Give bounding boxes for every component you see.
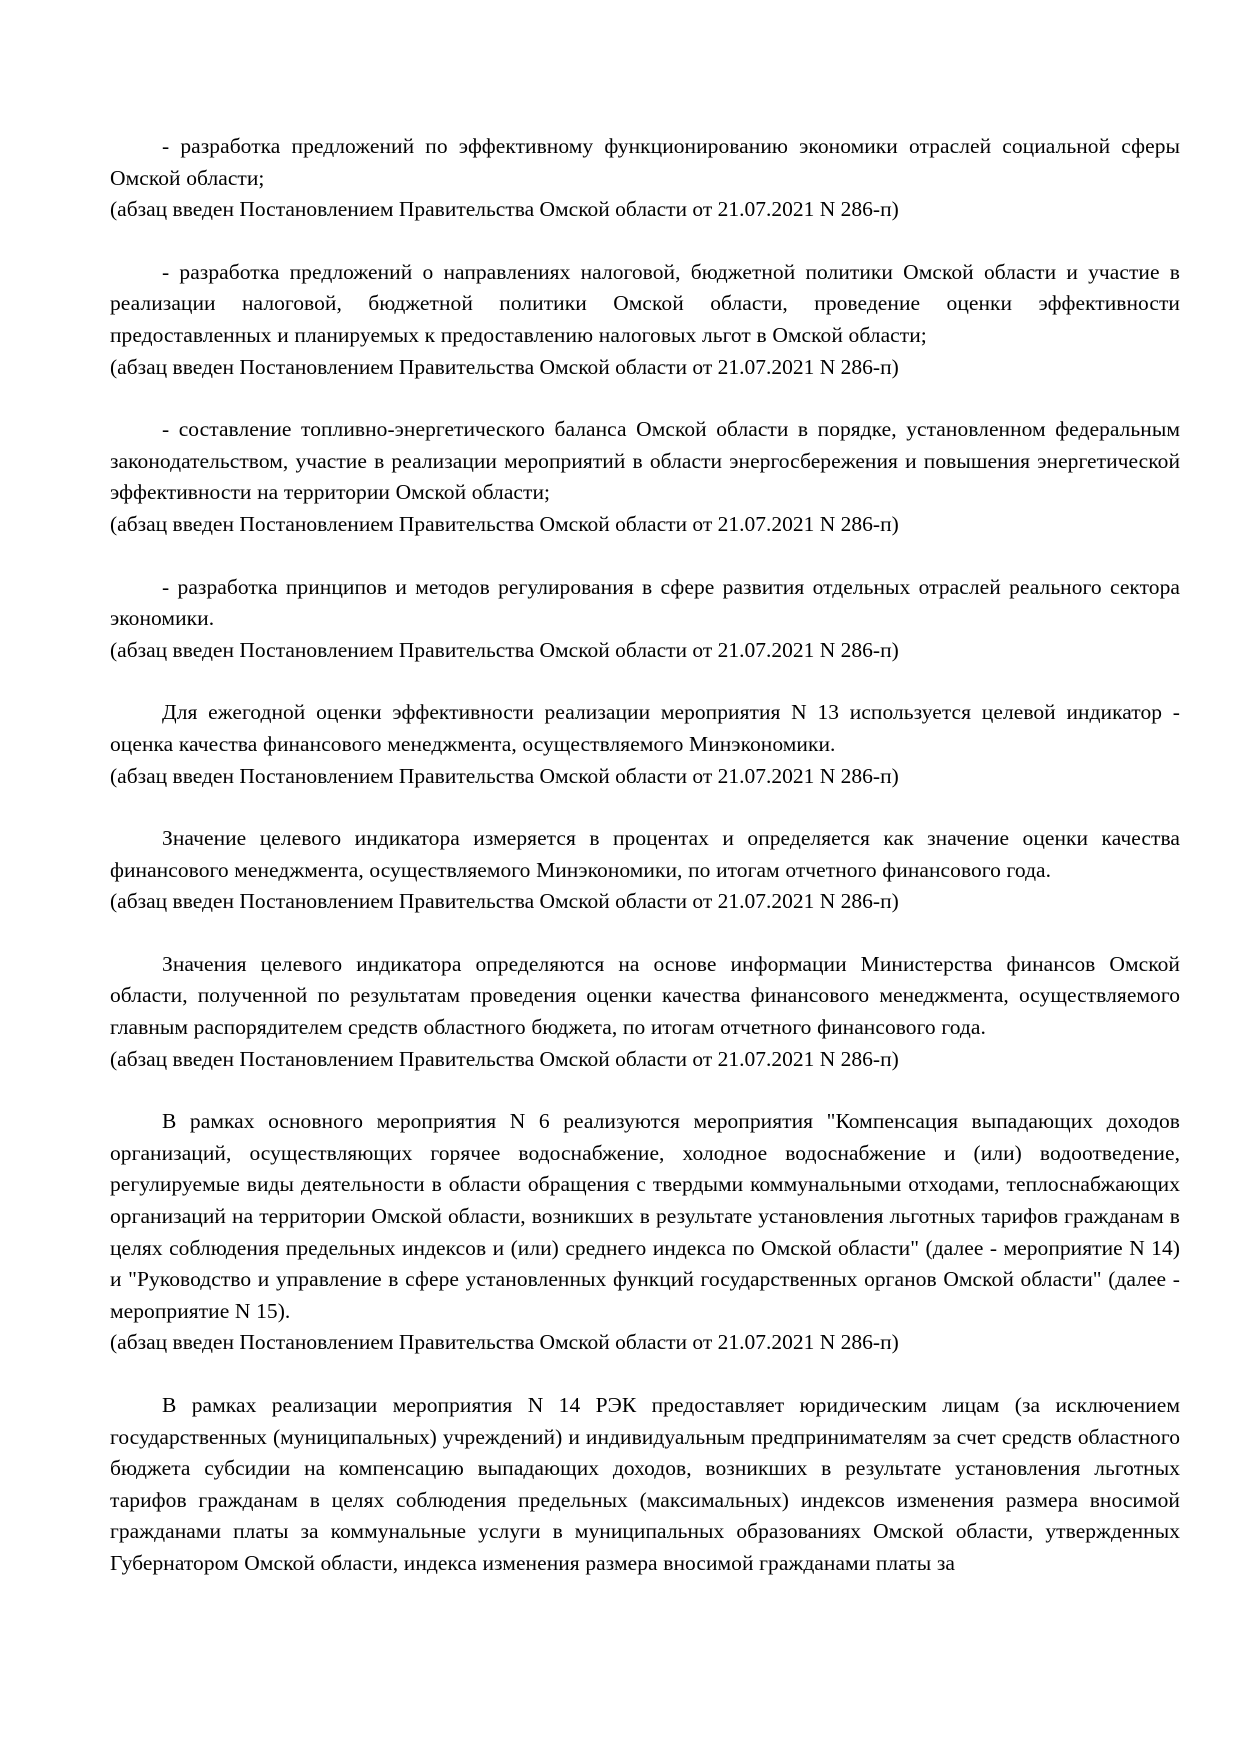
text-block-2 <box>110 257 1180 383</box>
text-block-9 <box>110 1390 1180 1580</box>
body-paragraph: В рамках основного мероприятия N 6 реализуются мероприятия "Компенсация выпадающих доходов организаций, осуществляющих горячее водоснабжение, холодное водоснабжение и (или) водоотведение, регулируемые виды деятельности в области обращения с твердыми коммунальными отходами, теплоснабжающих организаций на территории Омской области, возникших в результате установления льготных тарифов гражданам в целях соблюдения предельных индексов и (или) среднего индекса по Омской области" (далее - мероприятие N 14) и "Руководство и управление в сфере установленных функций государственных органов Омской области" (далее - мероприятие N 15). <box>110 1109 1180 1323</box>
body-paragraph: Для ежегодной оценки эффективности реализации мероприятия N 13 используется целевой индикатор - оценка качества финансового менеджмента, осуществляемого Минэкономики. <box>110 700 1180 756</box>
bullet-paragraph: - разработка принципов и методов регулирования в сфере развития отдельных отраслей реального сектора экономики. <box>110 574 1180 631</box>
document-body <box>110 131 1180 1580</box>
body-paragraph: Значение целевого индикатора измеряется в процентах и определяется как значение оценки качества финансового менеджмента, осуществляемого Минэкономики, по итогам отчетного финансового года. <box>110 826 1180 882</box>
amendment-attribution: (абзац введен Постановлением Правительства Омской области от 21.07.2021 N 286-п) <box>110 197 899 222</box>
amendment-attribution: (абзац введен Постановлением Правительства Омской области от 21.07.2021 N 286-п) <box>110 511 899 536</box>
body-paragraph: В рамках реализации мероприятия N 14 РЭК предоставляет юридическим лицам (за исключением государственных (муниципальных) учреждений) и индивидуальным предпринимателям за счет средств областного бюджета субсидии на компенсацию выпадающих доходов, возникших в результате установления льготных тарифов гражданам в целях соблюдения предельных (максимальных) индексов изменения размера вносимой гражданами платы за коммунальные услуги в муниципальных образованиях Омской области, утвержденных Губернатором Омской области, индекса изменения размера вносимой гражданами платы за <box>110 1393 1180 1575</box>
paragraph-spacer <box>110 918 1180 949</box>
text-block-7 <box>110 949 1180 1075</box>
text-block-3 <box>110 414 1180 540</box>
amendment-attribution: (абзац введен Постановлением Правительства Омской области от 21.07.2021 N 286-п) <box>110 763 899 788</box>
text-block-1 <box>110 131 1180 226</box>
paragraph-spacer <box>110 792 1180 823</box>
bullet-paragraph: - составление топливно-энергетического баланса Омской области в порядке, установленном федеральным законодательством, участие в реализации мероприятий в области энергосбережения и повышения энергетической эффективности на территории Омской области; <box>110 417 1180 505</box>
bullet-paragraph: - разработка предложений о направлениях налоговой, бюджетной политики Омской области и участие в реализации налоговой, бюджетной политики Омской области, проведение оценки эффективности предоставленных и планируемых к предоставлению налоговых льгот в Омской области; <box>110 259 1180 347</box>
paragraph-spacer <box>110 383 1180 414</box>
amendment-attribution: (абзац введен Постановлением Правительства Омской области от 21.07.2021 N 286-п) <box>110 1046 899 1071</box>
paragraph-spacer <box>110 541 1180 572</box>
body-paragraph: Значения целевого индикатора определяются на основе информации Министерства финансов Омской области, полученной по результатам проведения оценки качества финансового менеджмента, осуществляемого главным распорядителем средств областного бюджета, по итогам отчетного финансового года. <box>110 951 1180 1040</box>
text-block-5 <box>110 697 1180 792</box>
paragraph-spacer <box>110 1075 1180 1106</box>
bullet-paragraph: - разработка предложений по эффективному функционированию экономики отраслей социальной сферы Омской области; <box>110 134 1180 190</box>
paragraph-spacer <box>110 666 1180 697</box>
text-block-6 <box>110 823 1180 918</box>
amendment-attribution: (абзац введен Постановлением Правительства Омской области от 21.07.2021 N 286-п) <box>110 354 899 379</box>
text-block-8 <box>110 1106 1180 1359</box>
amendment-attribution: (абзац введен Постановлением Правительства Омской области от 21.07.2021 N 286-п) <box>110 1330 899 1355</box>
paragraph-spacer <box>110 1359 1180 1390</box>
paragraph-spacer <box>110 226 1180 257</box>
text-block-4 <box>110 572 1180 667</box>
amendment-attribution: (абзац введен Постановлением Правительства Омской области от 21.07.2021 N 286-п) <box>110 889 899 914</box>
amendment-attribution: (абзац введен Постановлением Правительства Омской области от 21.07.2021 N 286-п) <box>110 637 899 662</box>
